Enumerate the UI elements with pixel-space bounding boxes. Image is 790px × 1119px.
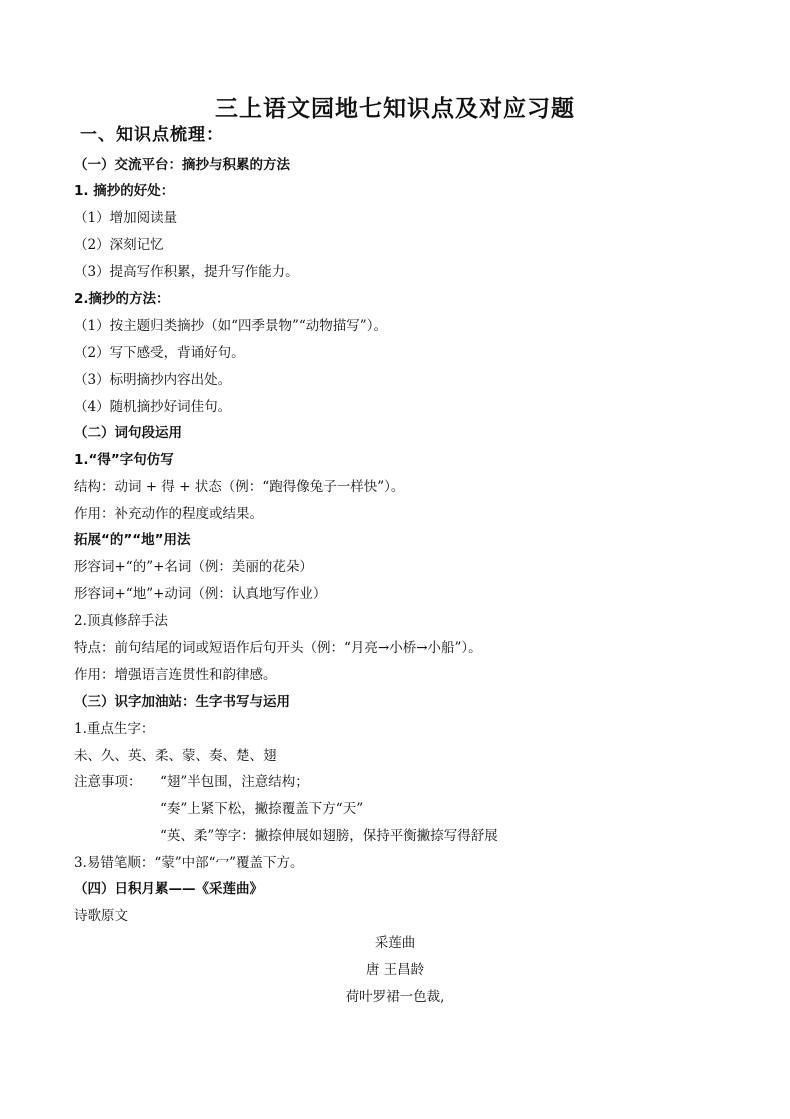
- de-function: 作用：补充动作的程度或结果。: [74, 506, 263, 522]
- section-heading: 一、知识点梳理：: [80, 125, 224, 145]
- poem-title: 采莲曲: [374, 935, 416, 951]
- dingzhen-function: 作用：增强语言连贯性和韵律感。: [74, 667, 277, 683]
- benefit-item: （3）提高写作积累，提升写作能力。: [74, 264, 299, 280]
- methods-heading: 2.摘抄的方法：: [74, 291, 170, 307]
- poem-label: 诗歌原文: [74, 908, 128, 924]
- stroke-note: 3.易错笔顺：“蒙”中部“冖”覆盖下方。: [74, 855, 304, 871]
- benefits-heading: 1. 摘抄的好处：: [74, 183, 175, 199]
- ext-line: 形容词+“的”+名词（例：美丽的花朵）: [74, 559, 313, 575]
- part3-heading: （三）识字加油站：生字书写与运用: [74, 694, 290, 710]
- method-item: （1）按主题归类摘抄（如“四季景物”“动物描写”）。: [74, 318, 387, 334]
- benefit-item: （2）深刻记忆: [74, 237, 164, 253]
- de-heading: 1.“得”字句仿写: [74, 452, 174, 468]
- page-title: 三上语文园地七知识点及对应习题: [215, 96, 575, 122]
- ext-line: 形容词+“地”+动词（例：认真地写作业）: [74, 586, 327, 602]
- note-item: “英、柔”等字：撇捺伸展如翅膀，保持平衡撇捺写得舒展: [160, 828, 498, 844]
- notes-label: 注意事项：: [74, 774, 142, 790]
- chars-heading: 1.重点生字：: [74, 721, 155, 737]
- dingzhen-feature: 特点：前句结尾的词或短语作后句开头（例：“月亮→小桥→小船”）。: [74, 640, 482, 656]
- part4-heading: （四）日积月累——《采莲曲》: [74, 881, 263, 897]
- part2-heading: （二）词句段运用: [74, 425, 182, 441]
- poem-line: 荷叶罗裙一色裁,: [345, 989, 445, 1005]
- method-item: （3）标明摘抄内容出处。: [74, 372, 232, 388]
- method-item: （2）写下感受，背诵好句。: [74, 345, 245, 361]
- de-structure: 结构：动词 + 得 + 状态（例：“跑得像兔子一样快”）。: [74, 479, 405, 495]
- key-characters: 未、久、英、柔、蒙、奏、楚、翅: [74, 748, 277, 764]
- note-item: “翅”半包围，注意结构；: [160, 774, 309, 790]
- benefit-item: （1）增加阅读量: [74, 210, 178, 226]
- dingzhen-heading: 2.顶真修辞手法: [74, 613, 168, 629]
- note-item: “奏”上紧下松，撇捺覆盖下方“天”: [160, 801, 364, 817]
- ext-heading: 拓展“的”“地”用法: [74, 532, 191, 548]
- method-item: （4）随机摘抄好词佳句。: [74, 399, 232, 415]
- poem-author: 唐 王昌龄: [365, 962, 425, 978]
- part1-heading: （一）交流平台：摘抄与积累的方法: [74, 157, 290, 173]
